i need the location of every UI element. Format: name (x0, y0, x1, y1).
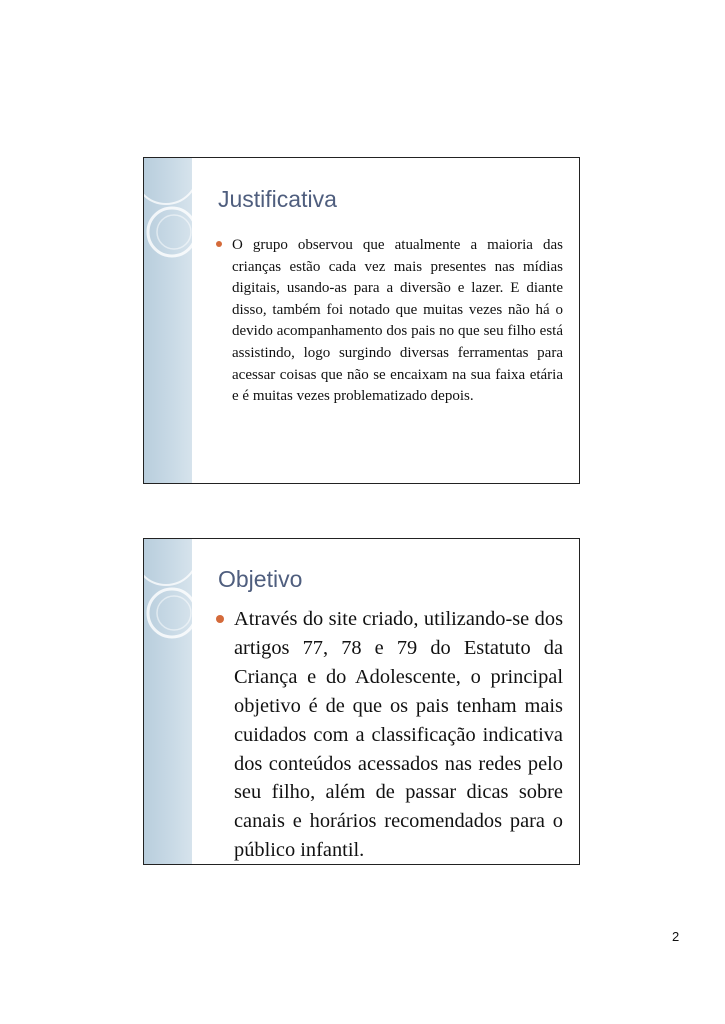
slide-objetivo (143, 538, 580, 865)
bullet-dot-icon (216, 241, 222, 247)
slide-side-bar (144, 539, 192, 864)
page-number: 2 (672, 929, 680, 944)
bullet-text: O grupo observou que atualmente a maioria das crianças estão cada vez mais presentes nas mídias digitais, usando-as para a diversão e lazer. E diante disso, também foi notado que muitas vezes não há o devido acompanhamento dos pais no que seu filho está assistindo, logo surgindo diversas ferramentas para acessar coisas que não se encaixam na sua faixa etária e é muitas vezes problematizado depois. (232, 237, 563, 405)
slide-side-bar (144, 158, 192, 483)
slide-justificativa (143, 157, 580, 484)
slide-title: Justificativa (218, 186, 337, 212)
slide-title: Objetivo (218, 566, 303, 592)
bullet-item (216, 235, 563, 408)
bullet-text: Através do site criado, utilizando-se dos artigos 77, 78 e 79 do Estatuto da Criança e do Adolescente, o principal objetivo é de que os pais tenham mais cuidados com a classificação indicativa dos conteúdos acessados nas redes pelo seu filho, além de passar dicas sobre canais e horários recomendados para o público infantil. (234, 608, 563, 862)
bullet-dot-icon (216, 615, 224, 623)
bullet-item (216, 605, 563, 865)
